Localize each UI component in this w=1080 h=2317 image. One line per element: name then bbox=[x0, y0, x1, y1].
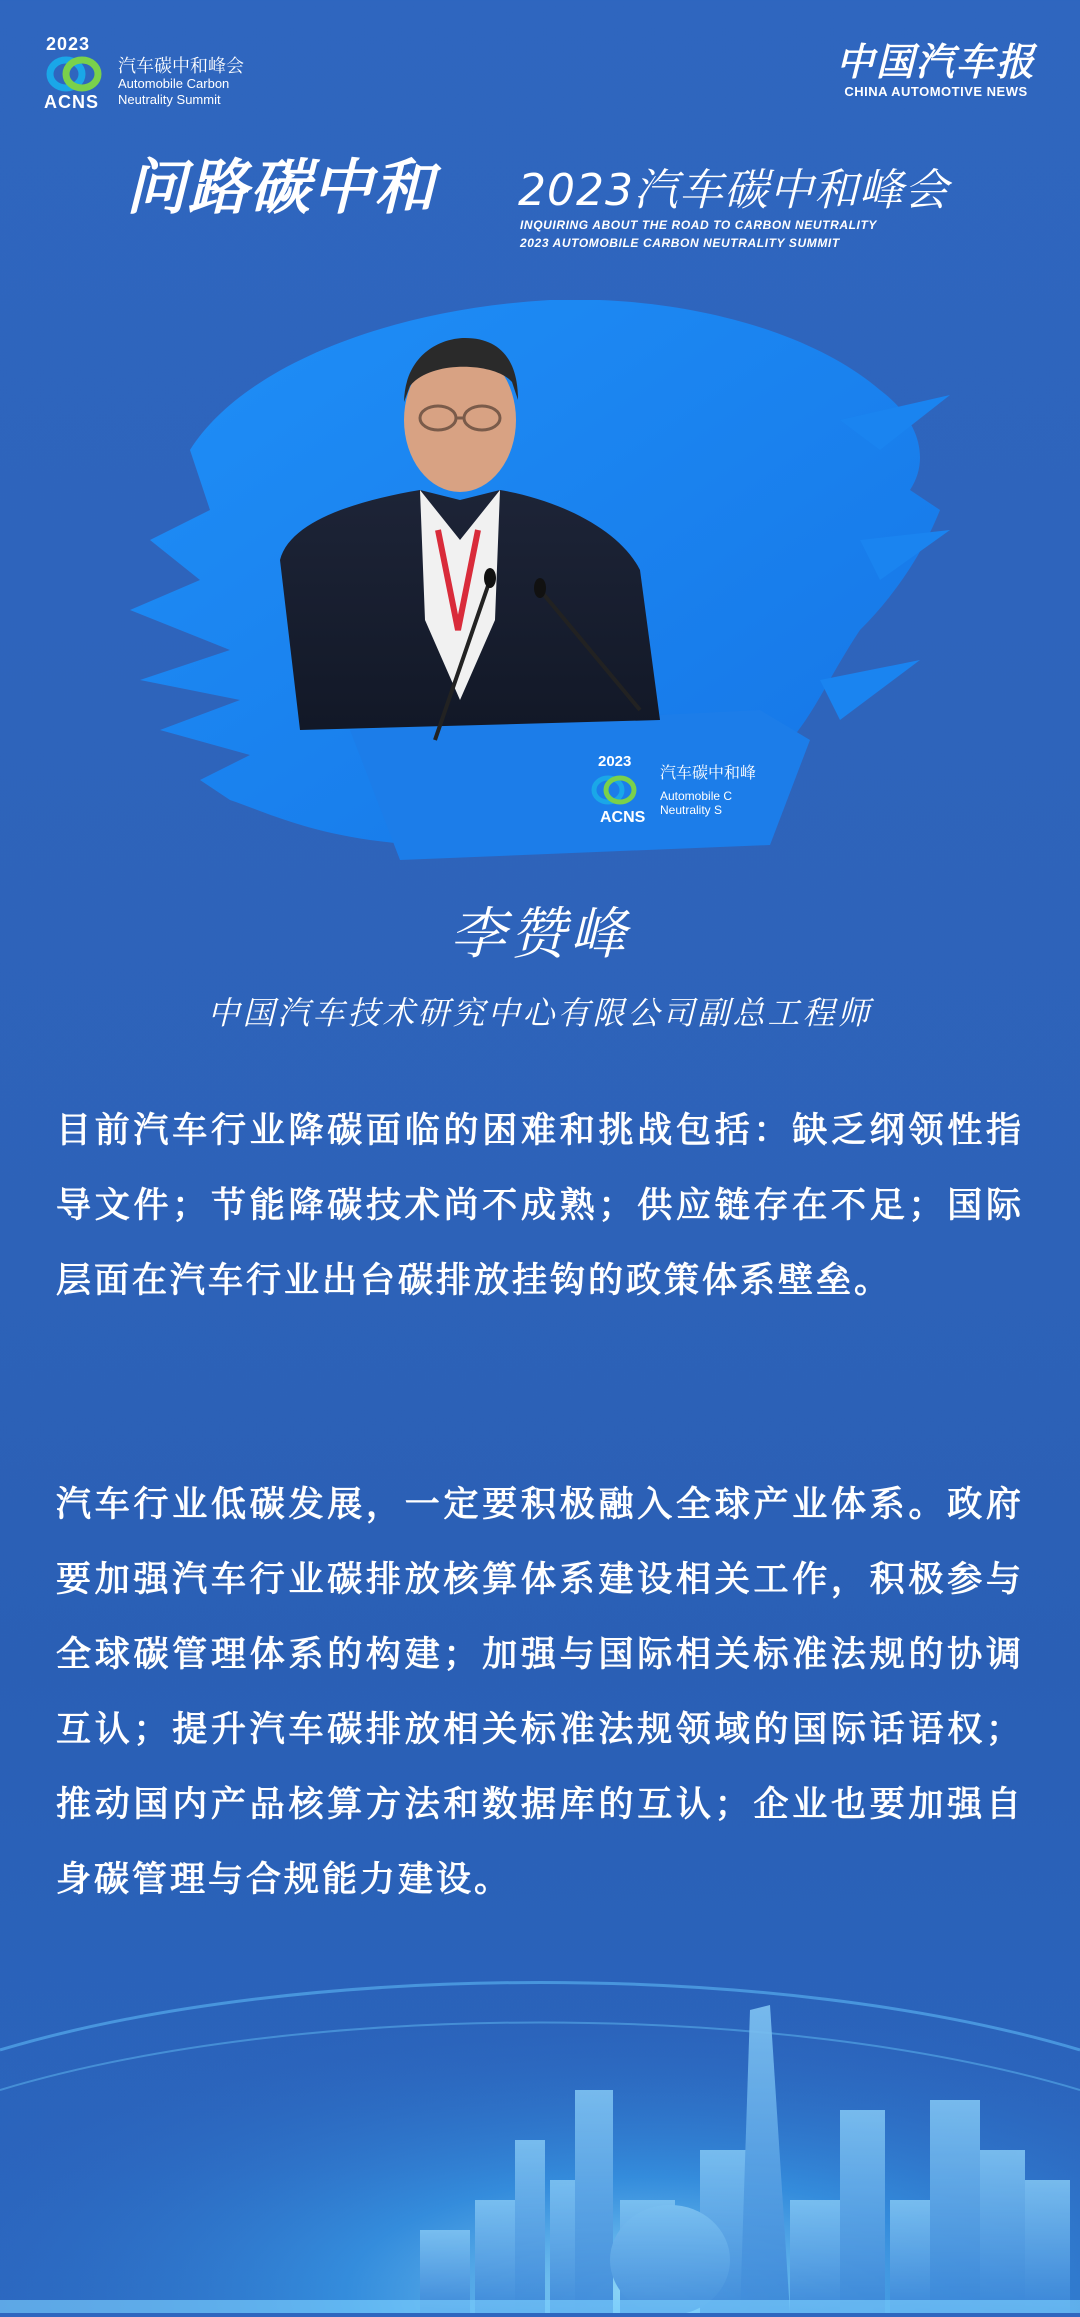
podium-year: 2023 bbox=[598, 753, 632, 770]
speaker-name: 李赞峰 bbox=[450, 902, 630, 967]
title-main: 问路碳中和 bbox=[126, 153, 436, 223]
podium-acns: ACNS bbox=[600, 809, 646, 826]
city-skyline-illustration bbox=[0, 1900, 1080, 2313]
summit-logo bbox=[40, 32, 300, 122]
summit-name-en-line2: Neutrality Summit bbox=[118, 92, 221, 107]
acns-ring-icon bbox=[44, 56, 104, 92]
podium bbox=[350, 710, 810, 860]
acns-year: 2023 bbox=[46, 34, 91, 54]
title-sub-english-1: INQUIRING ABOUT THE ROAD TO CARBON NEUTRALITY bbox=[520, 218, 877, 232]
acns-badge bbox=[40, 32, 118, 112]
publisher-name-en: CHINA AUTOMOTIVE NEWS bbox=[844, 84, 1028, 99]
publisher-name-cn: 中国汽车报 bbox=[835, 39, 1036, 84]
podium-en2: Neutrality S bbox=[660, 803, 723, 817]
quote-paragraph-1: 目前汽车行业降碳面临的困难和挑战包括：缺乏纲领性指导文件；节能降碳技术尚不成熟；供应链存在不足；国际层面在汽车行业出台碳排放挂钩的政策体系壁垒。 bbox=[56, 1111, 1024, 1301]
speaker-photo bbox=[120, 300, 950, 860]
speaker-role: 中国汽车技术研究中心有限公司副总工程师 bbox=[207, 994, 873, 1032]
summit-name-en bbox=[118, 76, 229, 108]
quote-paragraph-2: 汽车行业低碳发展，一定要积极融入全球产业体系。政府要加强汽车行业碳排放核算体系建设相关工作，积极参与全球碳管理体系的构建；加强与国际相关标准法规的协调互认；提升汽车碳排放相关标准法规领域的国际话语权；推动国内产品核算方法和数据库的互认；企业也要加强自身碳管理与合规能力建设。 bbox=[56, 1485, 1024, 1900]
photo-illustration bbox=[120, 300, 950, 860]
event-title bbox=[126, 140, 956, 255]
acns-text: ACNS bbox=[44, 92, 100, 112]
skyline-svg bbox=[0, 1900, 1080, 2313]
publisher-logo bbox=[836, 40, 1036, 99]
podium-en1: Automobile C bbox=[660, 789, 733, 803]
podium-cn: 汽车碳中和峰 bbox=[660, 763, 757, 782]
summit-name-en-line1: Automobile Carbon bbox=[118, 76, 230, 91]
title-sub-english-2: 2023 AUTOMOBILE CARBON NEUTRALITY SUMMIT bbox=[520, 236, 840, 250]
title-right: 2023汽车碳中和峰会 bbox=[518, 165, 949, 216]
summit-name-cn: 汽车碳中和峰会 bbox=[118, 56, 244, 77]
